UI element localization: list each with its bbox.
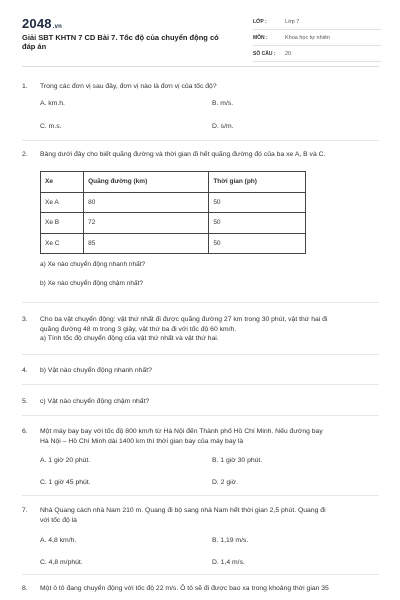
question-number: 7. (22, 507, 28, 514)
question-text-line-2: Hà Nội – Hồ Chí Minh dài 1400 km thì thời gian bay của máy bay là (40, 437, 244, 445)
meta-row-subject (253, 30, 381, 46)
table-header-cell: Thời gian (ph) (209, 172, 306, 193)
question-divider (22, 415, 379, 416)
question-3 (22, 315, 378, 344)
speed-table (40, 171, 306, 254)
document-title: Giải SBT KHTN 7 CD Bài 7. Tốc độ của chuyển động có đáp án (22, 33, 219, 51)
option-c[interactable]: C. 4,8 m/phút. (40, 559, 83, 566)
question-number: 6. (22, 428, 28, 435)
question-divider (22, 140, 379, 141)
question-4 (22, 366, 378, 376)
question-text-line-3: a) Tính tốc độ chuyển động của vật thứ nhất và vật thứ hai. (40, 335, 219, 342)
table-header-row (41, 172, 306, 193)
table-row (41, 233, 306, 254)
table-cell: 50 (209, 213, 306, 234)
question-divider (22, 302, 379, 303)
sub-question-a: a) Xe nào chuyển động nhanh nhất? (40, 261, 146, 268)
table-header-cell: Quãng đường (km) (84, 172, 209, 193)
table-row (41, 213, 306, 234)
logo-main: 2048 (22, 16, 52, 31)
logo-suffix: .vn (52, 24, 63, 30)
option-a[interactable]: A. km.h. (40, 100, 65, 107)
question-number: 5. (22, 398, 28, 405)
option-c[interactable]: C. m.s. (40, 123, 62, 130)
meta-row-count (253, 46, 381, 62)
meta-key-subject: MÔN : (253, 34, 268, 41)
question-2 (22, 150, 378, 160)
question-1 (22, 82, 378, 92)
question-text-line-1: Một máy bay bay với tốc độ 800 km/h từ Hà Nội đến Thành phố Hồ Chí Minh. Nếu đường bay (40, 428, 323, 435)
question-divider (22, 574, 379, 575)
meta-key-count: SỐ CÂU : (253, 50, 276, 57)
question-divider (22, 384, 379, 385)
question-divider (22, 495, 379, 496)
table-cell: Xe A (41, 192, 84, 213)
question-8 (22, 584, 378, 594)
option-b[interactable]: B. 1 giờ 30 phút. (212, 457, 263, 464)
question-7 (22, 506, 378, 525)
question-6 (22, 427, 378, 446)
meta-value-class: Lớp 7 (285, 18, 300, 25)
table-header-cell: Xe (41, 172, 84, 193)
meta-value-count: 20 (285, 50, 292, 57)
header-divider (22, 66, 379, 67)
option-a[interactable]: A. 4,8 km/h. (40, 537, 77, 544)
table-cell: 50 (209, 192, 306, 213)
question-number: 8. (22, 585, 28, 592)
table-cell: 72 (84, 213, 209, 234)
question-number: 2. (22, 151, 28, 158)
question-text: Trong các đơn vị sau đây, đơn vị nào là đơn vị của tốc độ? (40, 83, 217, 90)
option-c[interactable]: C. 1 giờ 45 phút. (40, 479, 91, 486)
table-cell: 50 (209, 233, 306, 254)
option-d[interactable]: D. 2 giờ. (212, 479, 238, 486)
meta-value-subject: Khoa học tự nhiên (285, 34, 330, 41)
question-divider (22, 354, 379, 355)
site-logo[interactable] (22, 16, 62, 31)
sub-question-b: b) Xe nào chuyển động chậm nhất? (40, 280, 143, 287)
question-text: Bảng dưới đây cho biết quãng đường và thời gian đi hết quãng đường đó của ba xe A, B và C. (40, 151, 326, 158)
meta-key-class: LỚP : (253, 18, 267, 25)
question-5 (22, 397, 378, 407)
question-number: 4. (22, 367, 28, 374)
question-text: Một ô tô đang chuyển động với tốc độ 22 m/s. Ô tô sẽ đi được bao xa trong khoảng thời gian 35 (40, 585, 329, 592)
option-d[interactable]: D. 1,4 m/s. (212, 559, 245, 566)
document-header (0, 0, 400, 66)
option-a[interactable]: A. 1 giờ 20 phút. (40, 457, 91, 464)
question-text: b) Vật nào chuyển động nhanh nhất? (40, 367, 152, 374)
table-cell: Xe B (41, 213, 84, 234)
question-text: c) Vật nào chuyển động chậm nhất? (40, 398, 150, 405)
question-text-line-2: quãng đường 48 m trong 3 giây, vật thứ ba đi với tốc độ 60 km/h. (40, 325, 237, 333)
option-b[interactable]: B. m/s. (212, 100, 234, 107)
question-number: 1. (22, 83, 28, 90)
question-text-line-1: Cho ba vật chuyển động: vật thứ nhất đi được quãng đường 27 km trong 30 phút, vật thứ hai đi (40, 316, 328, 323)
meta-row-class (253, 14, 381, 30)
table-cell: 85 (84, 233, 209, 254)
option-d[interactable]: D. s/m. (212, 123, 234, 130)
question-text-line-1: Nhà Quang cách nhà Nam 210 m. Quang đi bộ sang nhà Nam hết thời gian 2,5 phút. Quang đi (40, 507, 326, 514)
question-number: 3. (22, 316, 28, 323)
table-row (41, 192, 306, 213)
table-cell: 80 (84, 192, 209, 213)
meta-info (253, 14, 381, 62)
table-cell: Xe C (41, 233, 84, 254)
option-b[interactable]: B. 1,19 m/s. (212, 537, 249, 544)
question-text-line-2: với tốc độ là (40, 516, 77, 524)
